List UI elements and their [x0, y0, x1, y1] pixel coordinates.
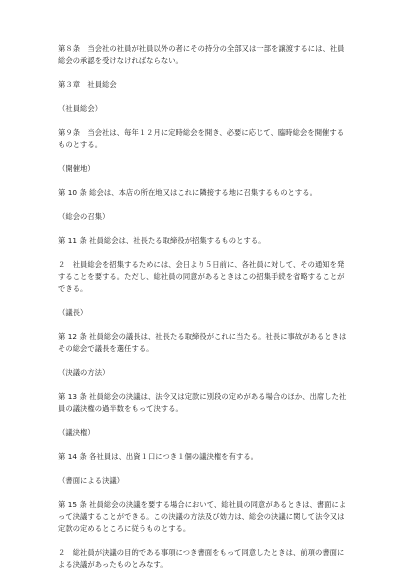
article-14-line-1: 第 14 条 各社員は、出資１口につき１個の議決権を有する。 — [58, 452, 259, 461]
article-12-line-2: その総会で議長を選任する。 — [58, 344, 154, 353]
article-13-line-2: 員の議決権の過半数をもって決する。 — [58, 404, 183, 413]
article-8-line-2: 総会の承認を受けなければならない。 — [58, 56, 183, 65]
chapter-3-heading: 第３章 社員総会 — [58, 80, 117, 89]
section-heading-giketsuken: （議決権） — [58, 428, 95, 437]
article-15-para-2-line-1: ２ 総社員が決議の目的である事項につき書面をもって同意したときは、前項の書面に — [58, 548, 345, 557]
article-9-line-2: ものとする。 — [58, 140, 103, 149]
section-heading-shomen-ketsugi: （書面による決議） — [58, 476, 125, 485]
article-11-para-2-line-1: ２ 社員総会を招集するためには、会日より５日前に、各社員に対して、その通知を発 — [58, 260, 345, 269]
article-8-line-1: 第８条 当会社の社員が社員以外の者にその持分の全部又は一部を譲渡するには、社員 — [58, 44, 345, 53]
article-15-para-2-line-2: よる決議があったものとみなす。 — [58, 560, 168, 569]
section-heading-gicho: （議長） — [58, 308, 88, 317]
article-15-line-3: 定款の定めるところに従うものとする。 — [58, 524, 191, 533]
article-15-line-1: 第 15 条 社員総会の決議を要する場合において、総社員の同意があるときは、書面によ — [58, 500, 347, 509]
article-11-para-2-line-2: することを要する。ただし、総社員の同意があるときはこの招集手続を省略することが — [58, 272, 345, 281]
section-heading-shain-sokai: （社員総会） — [58, 104, 103, 113]
article-9-line-1: 第９条 当会社は、毎年１２月に定時総会を開き、必要に応じて、臨時総会を開催する — [58, 128, 345, 137]
article-15-line-2: って決議することができる。この決議の方法及び効力は、総会の決議に関して法令又は — [58, 512, 345, 521]
section-heading-sokai-shoshu: （総会の召集） — [58, 212, 110, 221]
article-11-line-1: 第 11 条 社員総会は、社長たる取締役が招集するものとする。 — [58, 236, 266, 245]
article-11-para-2-line-3: できる。 — [58, 284, 88, 293]
section-heading-ketsugi-hoho: （決議の方法） — [58, 368, 110, 377]
article-13-line-1: 第 13 条 社員総会の決議は、法令又は定款に別段の定めがある場合のほか、出席した社 — [58, 392, 347, 401]
section-heading-kaisaichi: （開催地） — [58, 164, 95, 173]
article-12-line-1: 第 12 条 社員総会の議長は、社長たる取締役がこれに当たる。社長に事故があるときは — [58, 332, 347, 341]
article-10-line-1: 第 10 条 総会は、本店の所在地又はこれに隣接する地に召集するものとする。 — [58, 188, 317, 197]
